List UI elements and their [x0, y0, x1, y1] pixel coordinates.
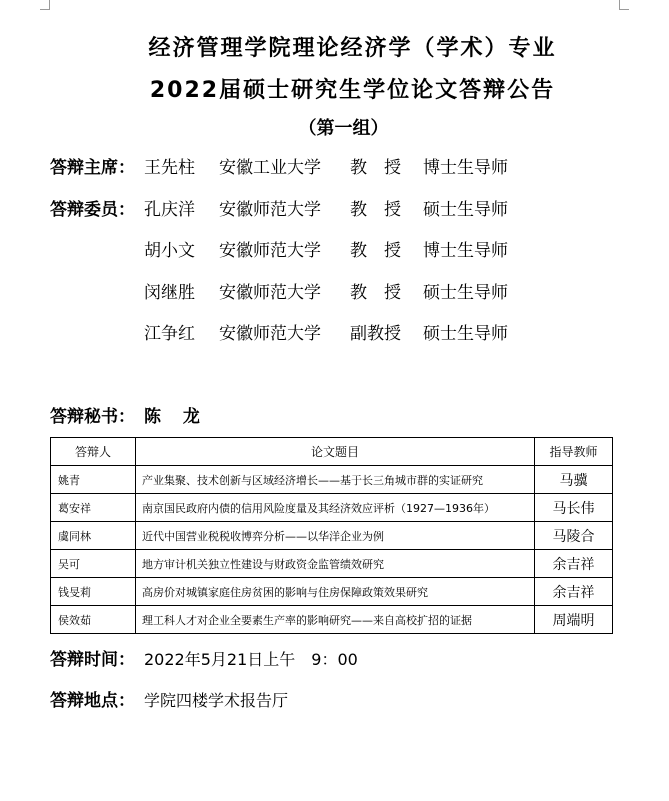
student-name: 侯效茹	[51, 606, 136, 634]
member-title: 教 授	[350, 241, 401, 261]
member-university: 安徽师范大学	[219, 241, 321, 261]
time-label: 答辩时间：	[50, 650, 135, 670]
secretary-label: 答辩秘书：	[50, 407, 135, 427]
member-role: 硕士生导师	[423, 324, 508, 344]
announcement-title-line1: 经济管理学院理论经济学（学术）专业	[148, 36, 557, 61]
member-university: 安徽师范大学	[219, 283, 321, 303]
header-topic: 论文题目	[136, 438, 535, 466]
chair-university: 安徽工业大学	[219, 158, 321, 178]
secretary-name: 陈 龙	[144, 407, 208, 427]
member-title: 副教授	[350, 324, 401, 344]
advisor-name: 余吉祥	[535, 550, 613, 578]
member-name: 孔庆洋	[144, 200, 195, 220]
thesis-topic: 理工科人才对企业全要素生产率的影响研究——来自高校扩招的证据	[136, 606, 535, 634]
member-name: 胡小文	[144, 241, 195, 261]
member-role: 博士生导师	[423, 241, 508, 261]
member-university: 安徽师范大学	[219, 324, 321, 344]
chair-label: 答辩主席：	[50, 158, 135, 178]
advisor-name: 马陵合	[535, 522, 613, 550]
table-row	[51, 550, 613, 578]
chair-role: 博士生导师	[423, 158, 508, 178]
member-name: 闵继胜	[144, 283, 195, 303]
member-university: 安徽师范大学	[219, 200, 321, 220]
student-name: 吴可	[51, 550, 136, 578]
thesis-topic: 高房价对城镇家庭住房贫困的影响与住房保障政策效果研究	[136, 578, 535, 606]
margin-corner-top-right	[619, 0, 629, 10]
table-row	[51, 522, 613, 550]
time-value: 2022年5月21日上午 9：00	[144, 650, 358, 669]
place-value: 学院四楼学术报告厅	[144, 691, 289, 710]
student-name: 姚青	[51, 466, 136, 494]
chair-title: 教 授	[350, 158, 401, 178]
header-advisor: 指导教师	[535, 438, 613, 466]
group-label: （第一组）	[298, 118, 389, 139]
member-title: 教 授	[350, 283, 401, 303]
chair-name: 王先柱	[144, 158, 195, 178]
header-student: 答辩人	[51, 438, 136, 466]
student-name: 钱旻莉	[51, 578, 136, 606]
thesis-topic: 南京国民政府内债的信用风险度量及其经济效应评析（1927—1936年）	[136, 494, 535, 522]
advisor-name: 余吉祥	[535, 578, 613, 606]
table-row	[51, 606, 613, 634]
members-label: 答辩委员：	[50, 200, 135, 220]
member-role: 硕士生导师	[423, 283, 508, 303]
table-row	[51, 466, 613, 494]
advisor-name: 周端明	[535, 606, 613, 634]
thesis-topic: 产业集聚、技术创新与区域经济增长——基于长三角城市群的实证研究	[136, 466, 535, 494]
member-name: 江争红	[144, 324, 195, 344]
table-row	[51, 494, 613, 522]
table-row	[51, 578, 613, 606]
member-title: 教 授	[350, 200, 401, 220]
member-role: 硕士生导师	[423, 200, 508, 220]
advisor-name: 马骥	[535, 466, 613, 494]
margin-corner-top-left	[40, 0, 50, 10]
place-label: 答辩地点：	[50, 691, 135, 711]
table-header-row	[51, 438, 613, 466]
student-name: 虞同林	[51, 522, 136, 550]
advisor-name: 马长伟	[535, 494, 613, 522]
defense-schedule-table	[50, 437, 613, 634]
student-name: 葛安祥	[51, 494, 136, 522]
thesis-topic: 近代中国营业税税收博弈分析——以华洋企业为例	[136, 522, 535, 550]
thesis-topic: 地方审计机关独立性建设与财政资金监管绩效研究	[136, 550, 535, 578]
announcement-title-line2: 2022届硕士研究生学位论文答辩公告	[149, 78, 556, 103]
